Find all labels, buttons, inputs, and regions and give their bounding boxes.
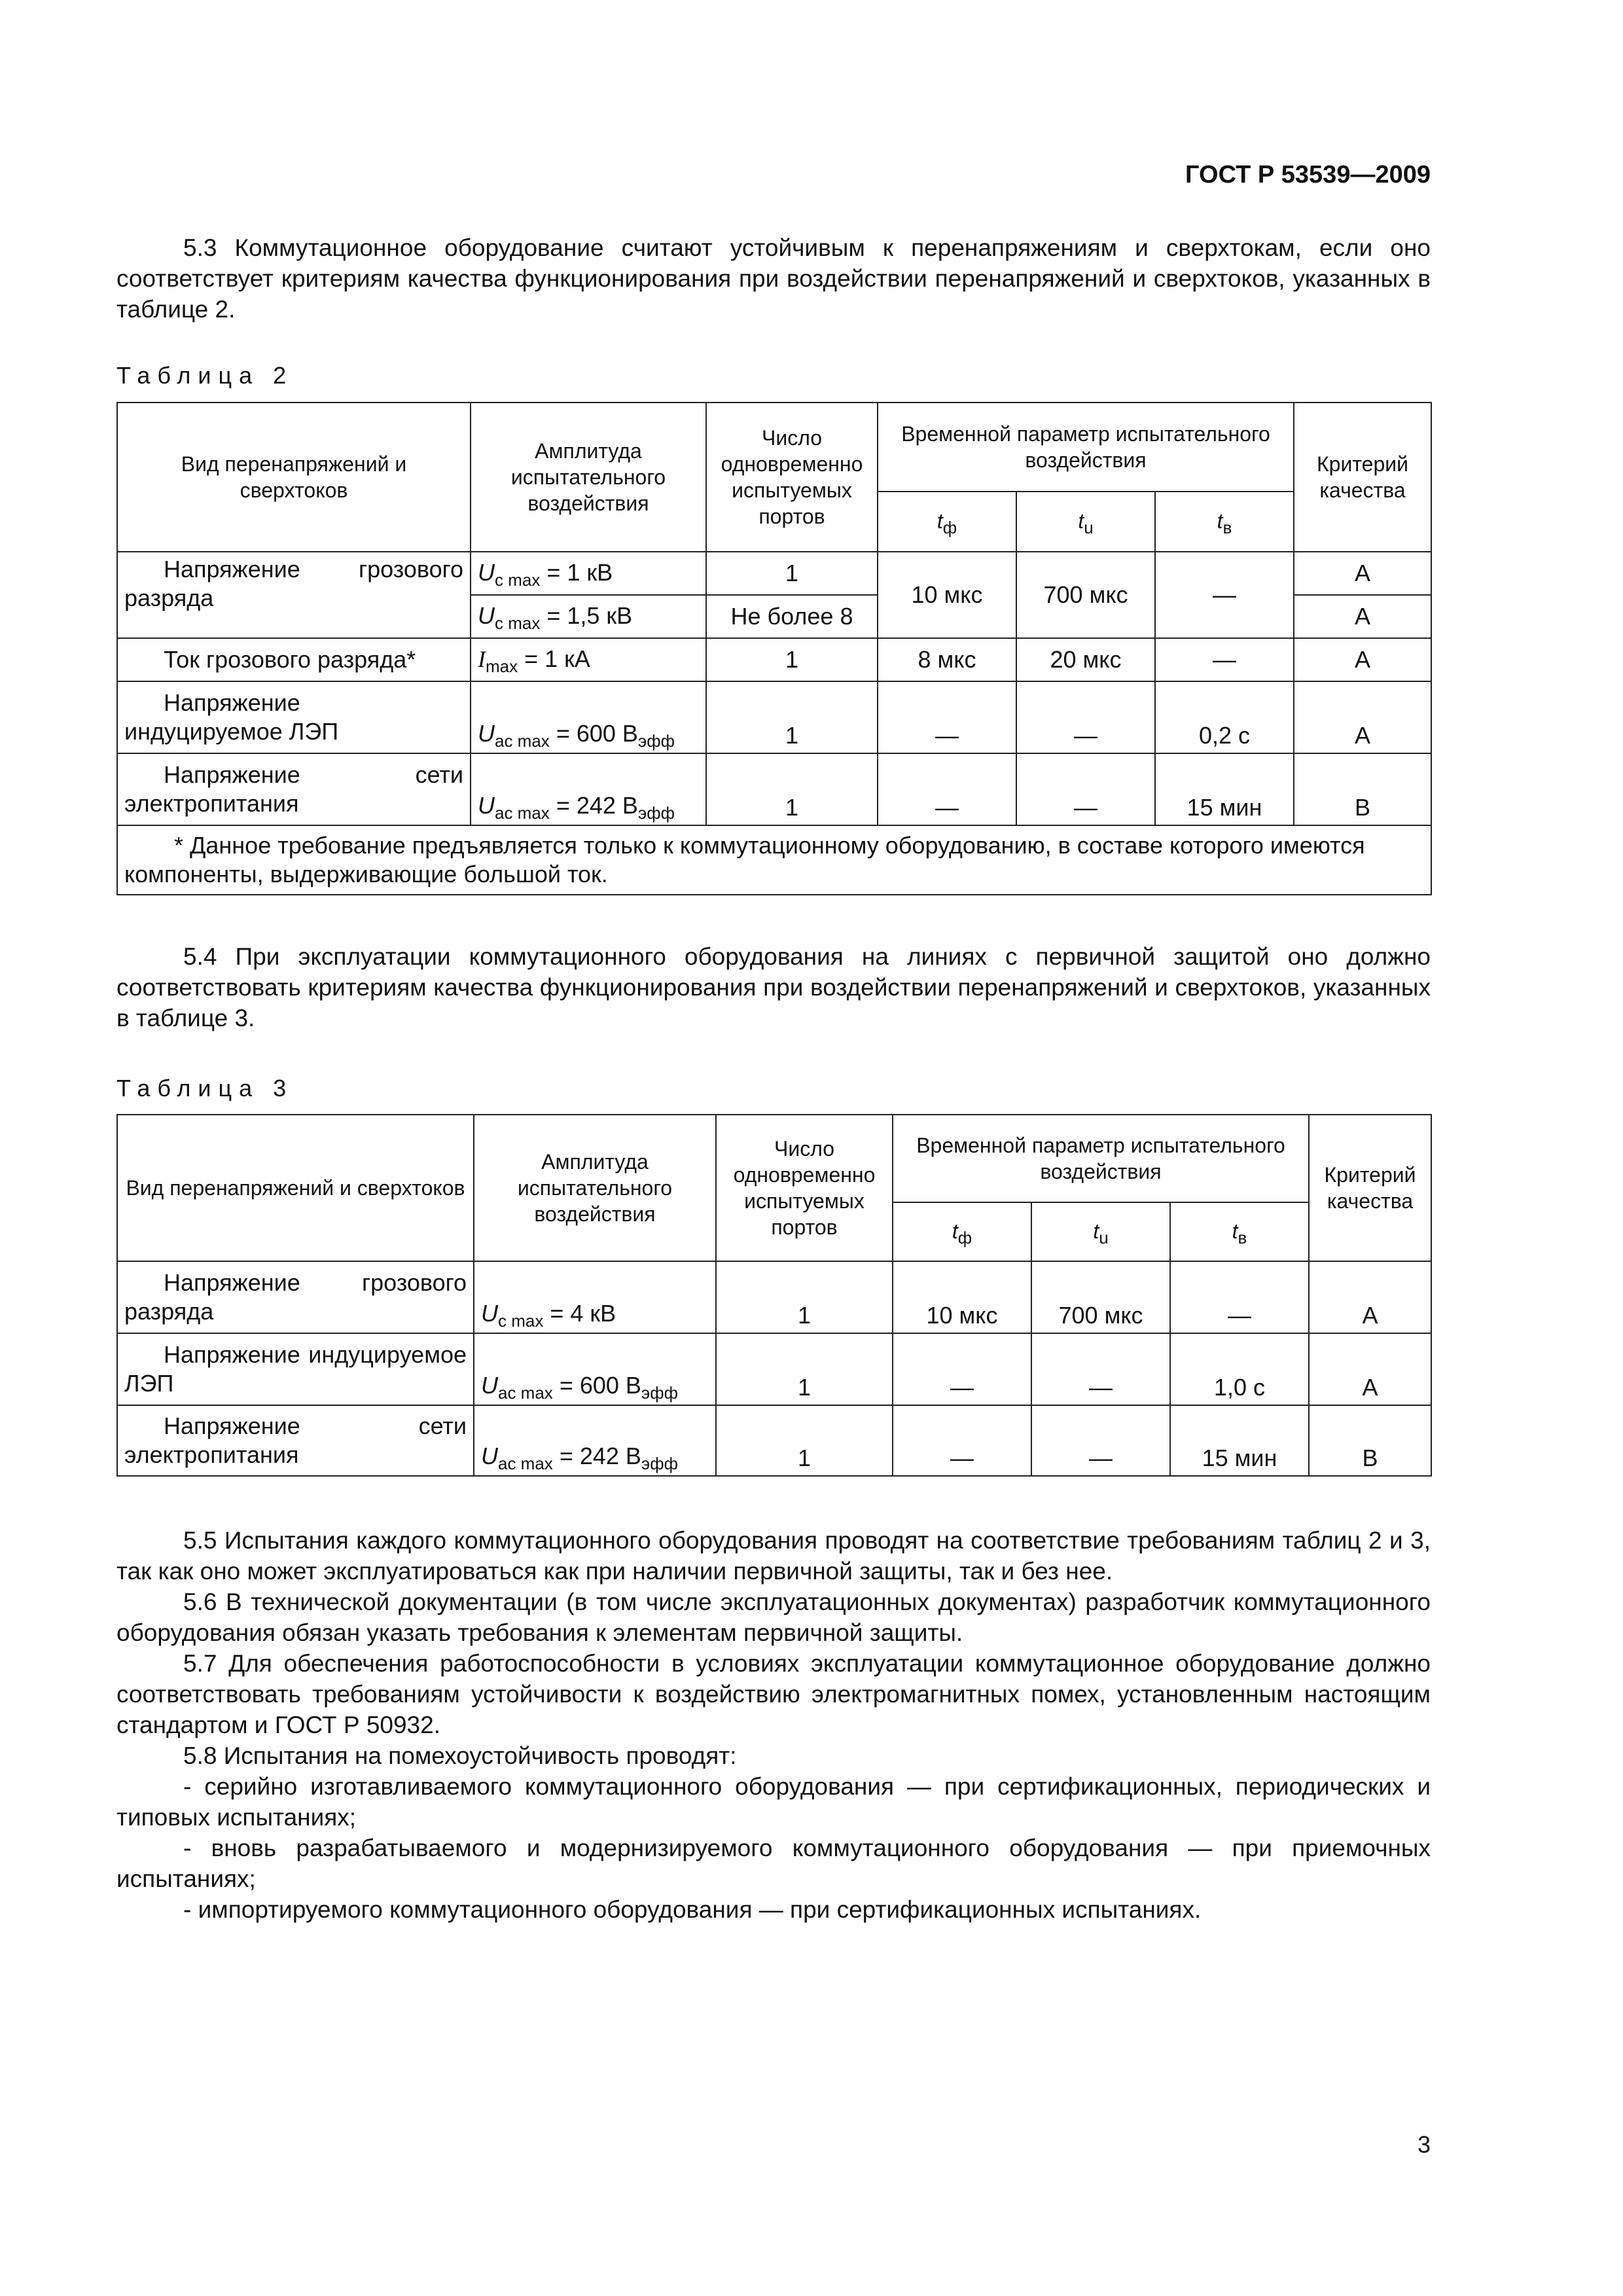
header-amplitude: Амплитуда испытательного воздействия <box>474 1115 716 1261</box>
table-row <box>117 552 1431 595</box>
cell-ports: 1 <box>716 1333 893 1405</box>
table2-caption: Таблица 2 <box>116 362 294 389</box>
cell-amplitude: $I_{max} = 1$ кА <box>471 638 706 681</box>
cell-tf: — <box>878 681 1016 753</box>
cell-kind: Ток грозового разряда* <box>117 638 471 681</box>
cell-amplitude: $U_{ac max} = 600$ $В_{эфф}$ <box>471 681 706 753</box>
table2-footnote: * Данное требование предъявляется только к коммутационному оборудованию, в составе которого имеются компоненты, выдерживающие большой ток. <box>117 825 1431 895</box>
header-ports: Число одновременно испытуемых портов <box>716 1115 893 1261</box>
header-criterion: Критерий качества <box>1309 1115 1431 1261</box>
paragraph-5-4: 5.4 При эксплуатации коммутационного оборудования на линиях с первичной защитой оно должно соответствовать критериям качества функционирования при воздействии перенапряжений и сверхтоков, указанных в таблице 3. <box>116 943 1431 1031</box>
cell-amplitude: $U_{ac max} = 242$ $В_{эфф}$ <box>471 753 706 825</box>
header-tf: $t_ф$ <box>878 492 1016 552</box>
table-row <box>117 681 1431 753</box>
cell-tu: — <box>1016 681 1155 753</box>
cell-tv: 15 мин <box>1155 753 1294 825</box>
paragraph-5-6: 5.6 В технической документации (в том числе эксплуатационных документах) разработчик коммутационного оборудования обязан указать требования к элементам первичной защиты. <box>116 1588 1431 1646</box>
table-3 <box>116 1114 1432 1477</box>
header-ports: Число одновременно испытуемых портов <box>706 403 878 552</box>
cell-tv: — <box>1170 1261 1309 1333</box>
cell-tf: 8 мкс <box>878 638 1016 681</box>
cell-criterion: В <box>1294 753 1431 825</box>
header-tf: $t_ф$ <box>893 1202 1031 1261</box>
cell-tu: — <box>1031 1333 1170 1405</box>
header-tv: $t_в$ <box>1170 1202 1309 1261</box>
cell-kind: Напряжение сети электропитания <box>117 1405 474 1476</box>
cell-kind: Напряжение грозового разряда <box>117 1261 474 1333</box>
cell-ports: 1 <box>706 638 878 681</box>
header-time-param: Временной параметр испытательного воздействия <box>878 403 1294 492</box>
paragraph-5-7: 5.7 Для обеспечения работоспособности в условиях эксплуатации коммутационное оборудование должно соответствовать требованиям устойчивости к воздействию электромагнитных помех, установленным настоящим стандартом и ГОСТ Р 50932. <box>116 1650 1431 1738</box>
cell-tf: — <box>893 1333 1031 1405</box>
cell-amplitude: $U_{c max} = 1$ кВ <box>471 552 706 595</box>
list-item: - вновь разрабатываемого и модернизируемого коммутационного оборудования — при приемочных испытаниях; <box>116 1835 1431 1892</box>
cell-kind: Напряжение грозового разряда <box>117 552 471 638</box>
cell-ports: 1 <box>706 753 878 825</box>
cell-criterion: А <box>1309 1333 1431 1405</box>
table3-caption: Таблица 3 <box>116 1075 294 1102</box>
cell-ports: 1 <box>706 681 878 753</box>
cell-tf: 10 мкс <box>893 1261 1031 1333</box>
cell-tv: 0,2 с <box>1155 681 1294 753</box>
cell-amplitude: $U_{ac max} = 600$ $В_{эфф}$ <box>474 1333 716 1405</box>
table-row <box>117 638 1431 681</box>
cell-tv: — <box>1155 638 1294 681</box>
cell-criterion: А <box>1294 595 1431 638</box>
cell-tu: 700 мкс <box>1031 1261 1170 1333</box>
cell-ports: Не более 8 <box>706 595 878 638</box>
cell-kind: Напряжение сети электропитания <box>117 753 471 825</box>
cell-criterion: А <box>1294 638 1431 681</box>
cell-ports: 1 <box>716 1405 893 1476</box>
cell-tf: — <box>893 1405 1031 1476</box>
table-row <box>117 1261 1431 1333</box>
doc-code-header: ГОСТ Р 53539—2009 <box>1185 161 1431 188</box>
cell-criterion: А <box>1294 681 1431 753</box>
cell-criterion: А <box>1309 1261 1431 1333</box>
paragraph-5-3: 5.3 Коммутационное оборудование считают устойчивым к перенапряжениям и сверхтокам, если оно соответствует критериям качества функционирования при воздействии перенапряжений и сверхтоков, указанных в таблице 2. <box>116 234 1431 323</box>
body-text-block <box>116 1525 1431 1925</box>
list-item: - импортируемого коммутационного оборудования — при сертификационных испытаниях. <box>183 1896 1202 1923</box>
header-time-param: Временной параметр испытательного воздействия <box>893 1115 1309 1202</box>
cell-tf: 10 мкс <box>878 552 1016 638</box>
paragraph-5-5: 5.5 Испытания каждого коммутационного оборудования проводят на соответствие требованиям таблиц 2 и 3, так как оно может эксплуатироваться как при наличии первичной защиты, так и без нее. <box>116 1527 1431 1585</box>
cell-criterion: В <box>1309 1405 1431 1476</box>
list-item: - серийно изготавливаемого коммутационного оборудования — при сертификационных, периодических и типовых испытаниях; <box>116 1773 1431 1831</box>
cell-tf: — <box>878 753 1016 825</box>
table-2 <box>116 402 1432 895</box>
header-criterion: Критерий качества <box>1294 403 1431 552</box>
cell-tv: 1,0 с <box>1170 1333 1309 1405</box>
header-kind: Вид перенапряжений и сверхтоков <box>117 403 471 552</box>
table-row <box>117 1333 1431 1405</box>
header-amplitude: Амплитуда испытательного воздействия <box>471 403 706 552</box>
paragraph-5-8: 5.8 Испытания на помехоустойчивость проводят: <box>183 1742 737 1769</box>
cell-amplitude: $U_{c max} = 1,5$ кВ <box>471 595 706 638</box>
cell-tv: — <box>1155 552 1294 638</box>
cell-criterion: А <box>1294 552 1431 595</box>
header-tu: $t_u$ <box>1031 1202 1170 1261</box>
cell-kind: Напряжение индуцируемое ЛЭП <box>117 1333 474 1405</box>
cell-ports: 1 <box>706 552 878 595</box>
table-note-row <box>117 825 1431 895</box>
cell-tu: — <box>1031 1405 1170 1476</box>
header-tv: $t_в$ <box>1155 492 1294 552</box>
cell-tu: 700 мкс <box>1016 552 1155 638</box>
cell-kind: Напряжение индуцируемое ЛЭП <box>117 681 471 753</box>
header-kind: Вид перенапряжений и сверхтоков <box>117 1115 474 1261</box>
table-row <box>117 753 1431 825</box>
cell-amplitude: $U_{c max} = 4$ кВ <box>474 1261 716 1333</box>
header-tu: $t_u$ <box>1016 492 1155 552</box>
cell-tu: — <box>1016 753 1155 825</box>
page-number: 3 <box>1417 2131 1431 2158</box>
table-row <box>117 1405 1431 1476</box>
cell-tu: 20 мкс <box>1016 638 1155 681</box>
cell-ports: 1 <box>716 1261 893 1333</box>
cell-amplitude: $U_{ac max} = 242$ $В_{эфф}$ <box>474 1405 716 1476</box>
cell-tv: 15 мин <box>1170 1405 1309 1476</box>
